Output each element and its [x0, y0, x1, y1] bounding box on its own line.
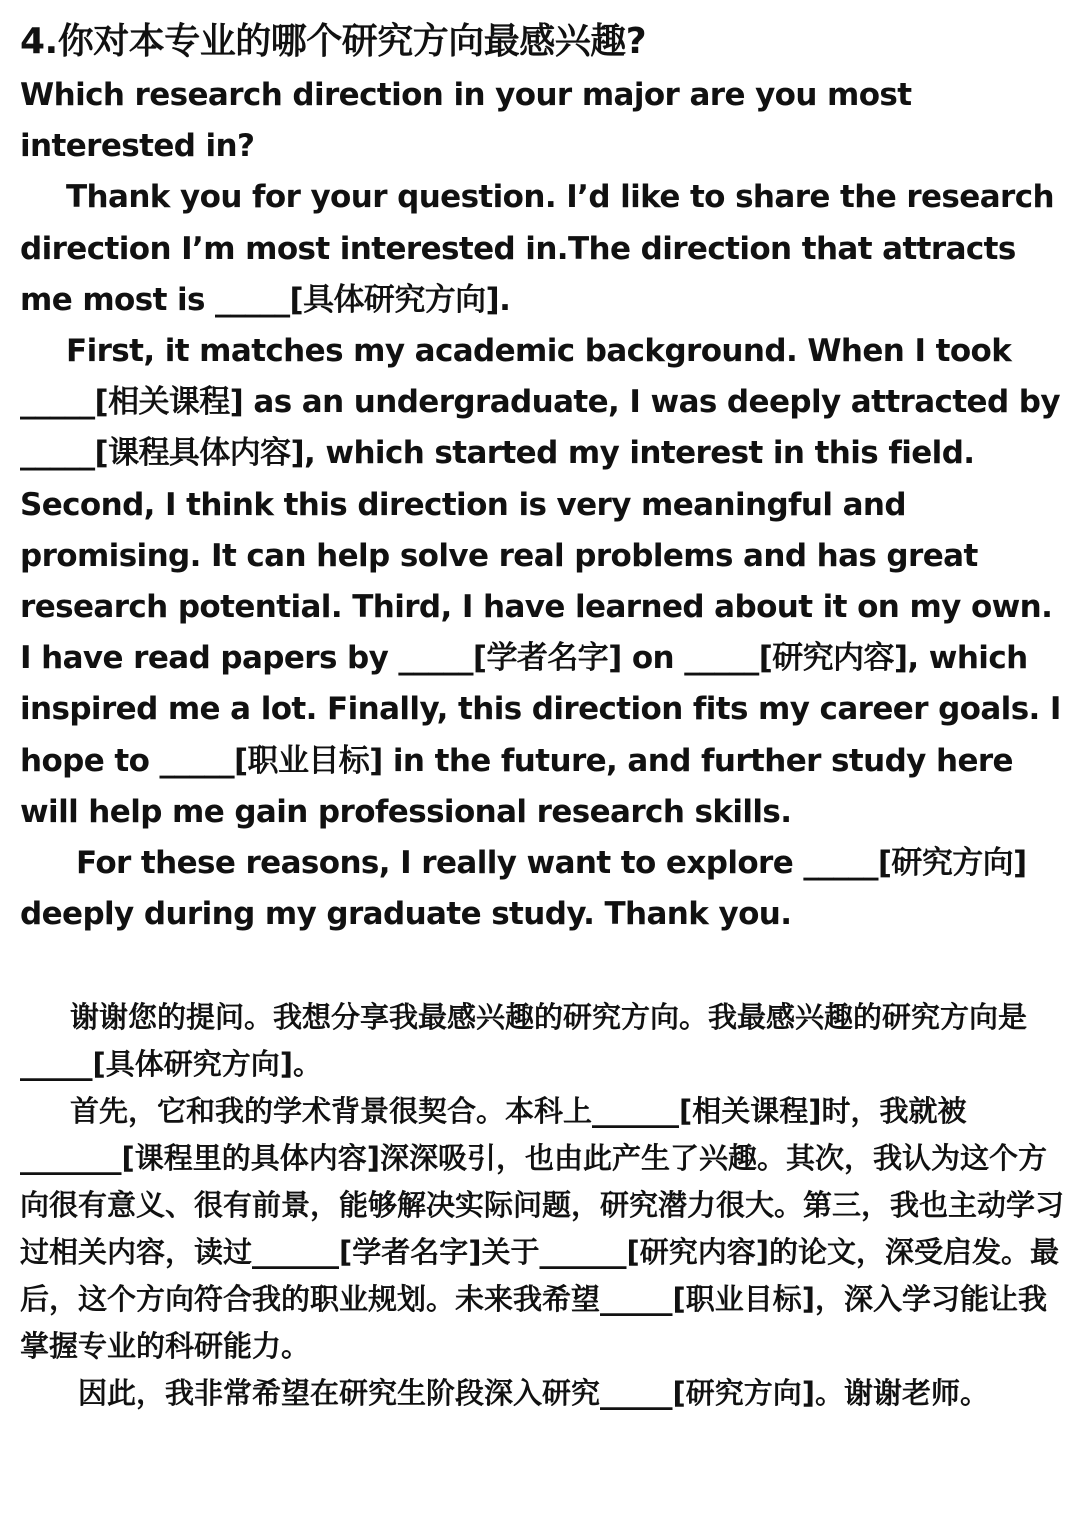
english-question: Which research direction in your major are you most interested in?: [20, 77, 912, 165]
english-section: [20, 70, 1068, 940]
chinese-paragraph-3: 因此，我非常希望在研究生阶段深入研究_____[研究方向]。谢谢老师。: [78, 1376, 990, 1411]
english-paragraph-3: For these reasons, I really want to explore _____[研究方向] deeply during my graduate study. Thank you.: [20, 845, 1027, 933]
chinese-section: [20, 994, 1068, 1417]
question-title: 4.你对本专业的哪个研究方向最感兴趣?: [20, 21, 647, 62]
chinese-paragraph-2: 首先，它和我的学术背景很契合。本科上______[相关课程]时，我就被_______[课程里的具体内容]深深吸引，也由此产生了兴趣。其次，我认为这个方向很有意义、很有前景，能够解决实际问题，研究潜力很大。第三，我也主动学习过相关内容，读过______[学者名字]关于______[研究内容]的论文，深受启发。最后，这个方向符合我的职业规划。未来我希望_____[职业目标]，深入学习能让我掌握专业的科研能力。: [20, 1094, 1065, 1364]
english-paragraph-2: First, it matches my academic background. When I took _____[相关课程] as an undergraduate, I was deeply attracted by _____[课程具体内容], which started my interest in this field. Second, I think this direction is very meaningful and promising. It can help solve real problems and has great research potential. Third, I have learned about it on my own. I have read papers by _____[学者名字] on _____[研究内容], which inspired me a lot. Finally, this direction fits my career goals. I hope to _____[职业目标] in the future, and further study here will help me gain professional research skills.: [20, 333, 1061, 830]
chinese-paragraph-1: 谢谢您的提问。我想分享我最感兴趣的研究方向。我最感兴趣的研究方向是_____[具体研究方向]。: [20, 1000, 1028, 1082]
english-paragraph-1: Thank you for your question. I’d like to share the research direction I’m most interested in.The direction that attracts me most is _____[具体研究方向].: [20, 179, 1054, 318]
document-page: [20, 14, 1068, 1417]
